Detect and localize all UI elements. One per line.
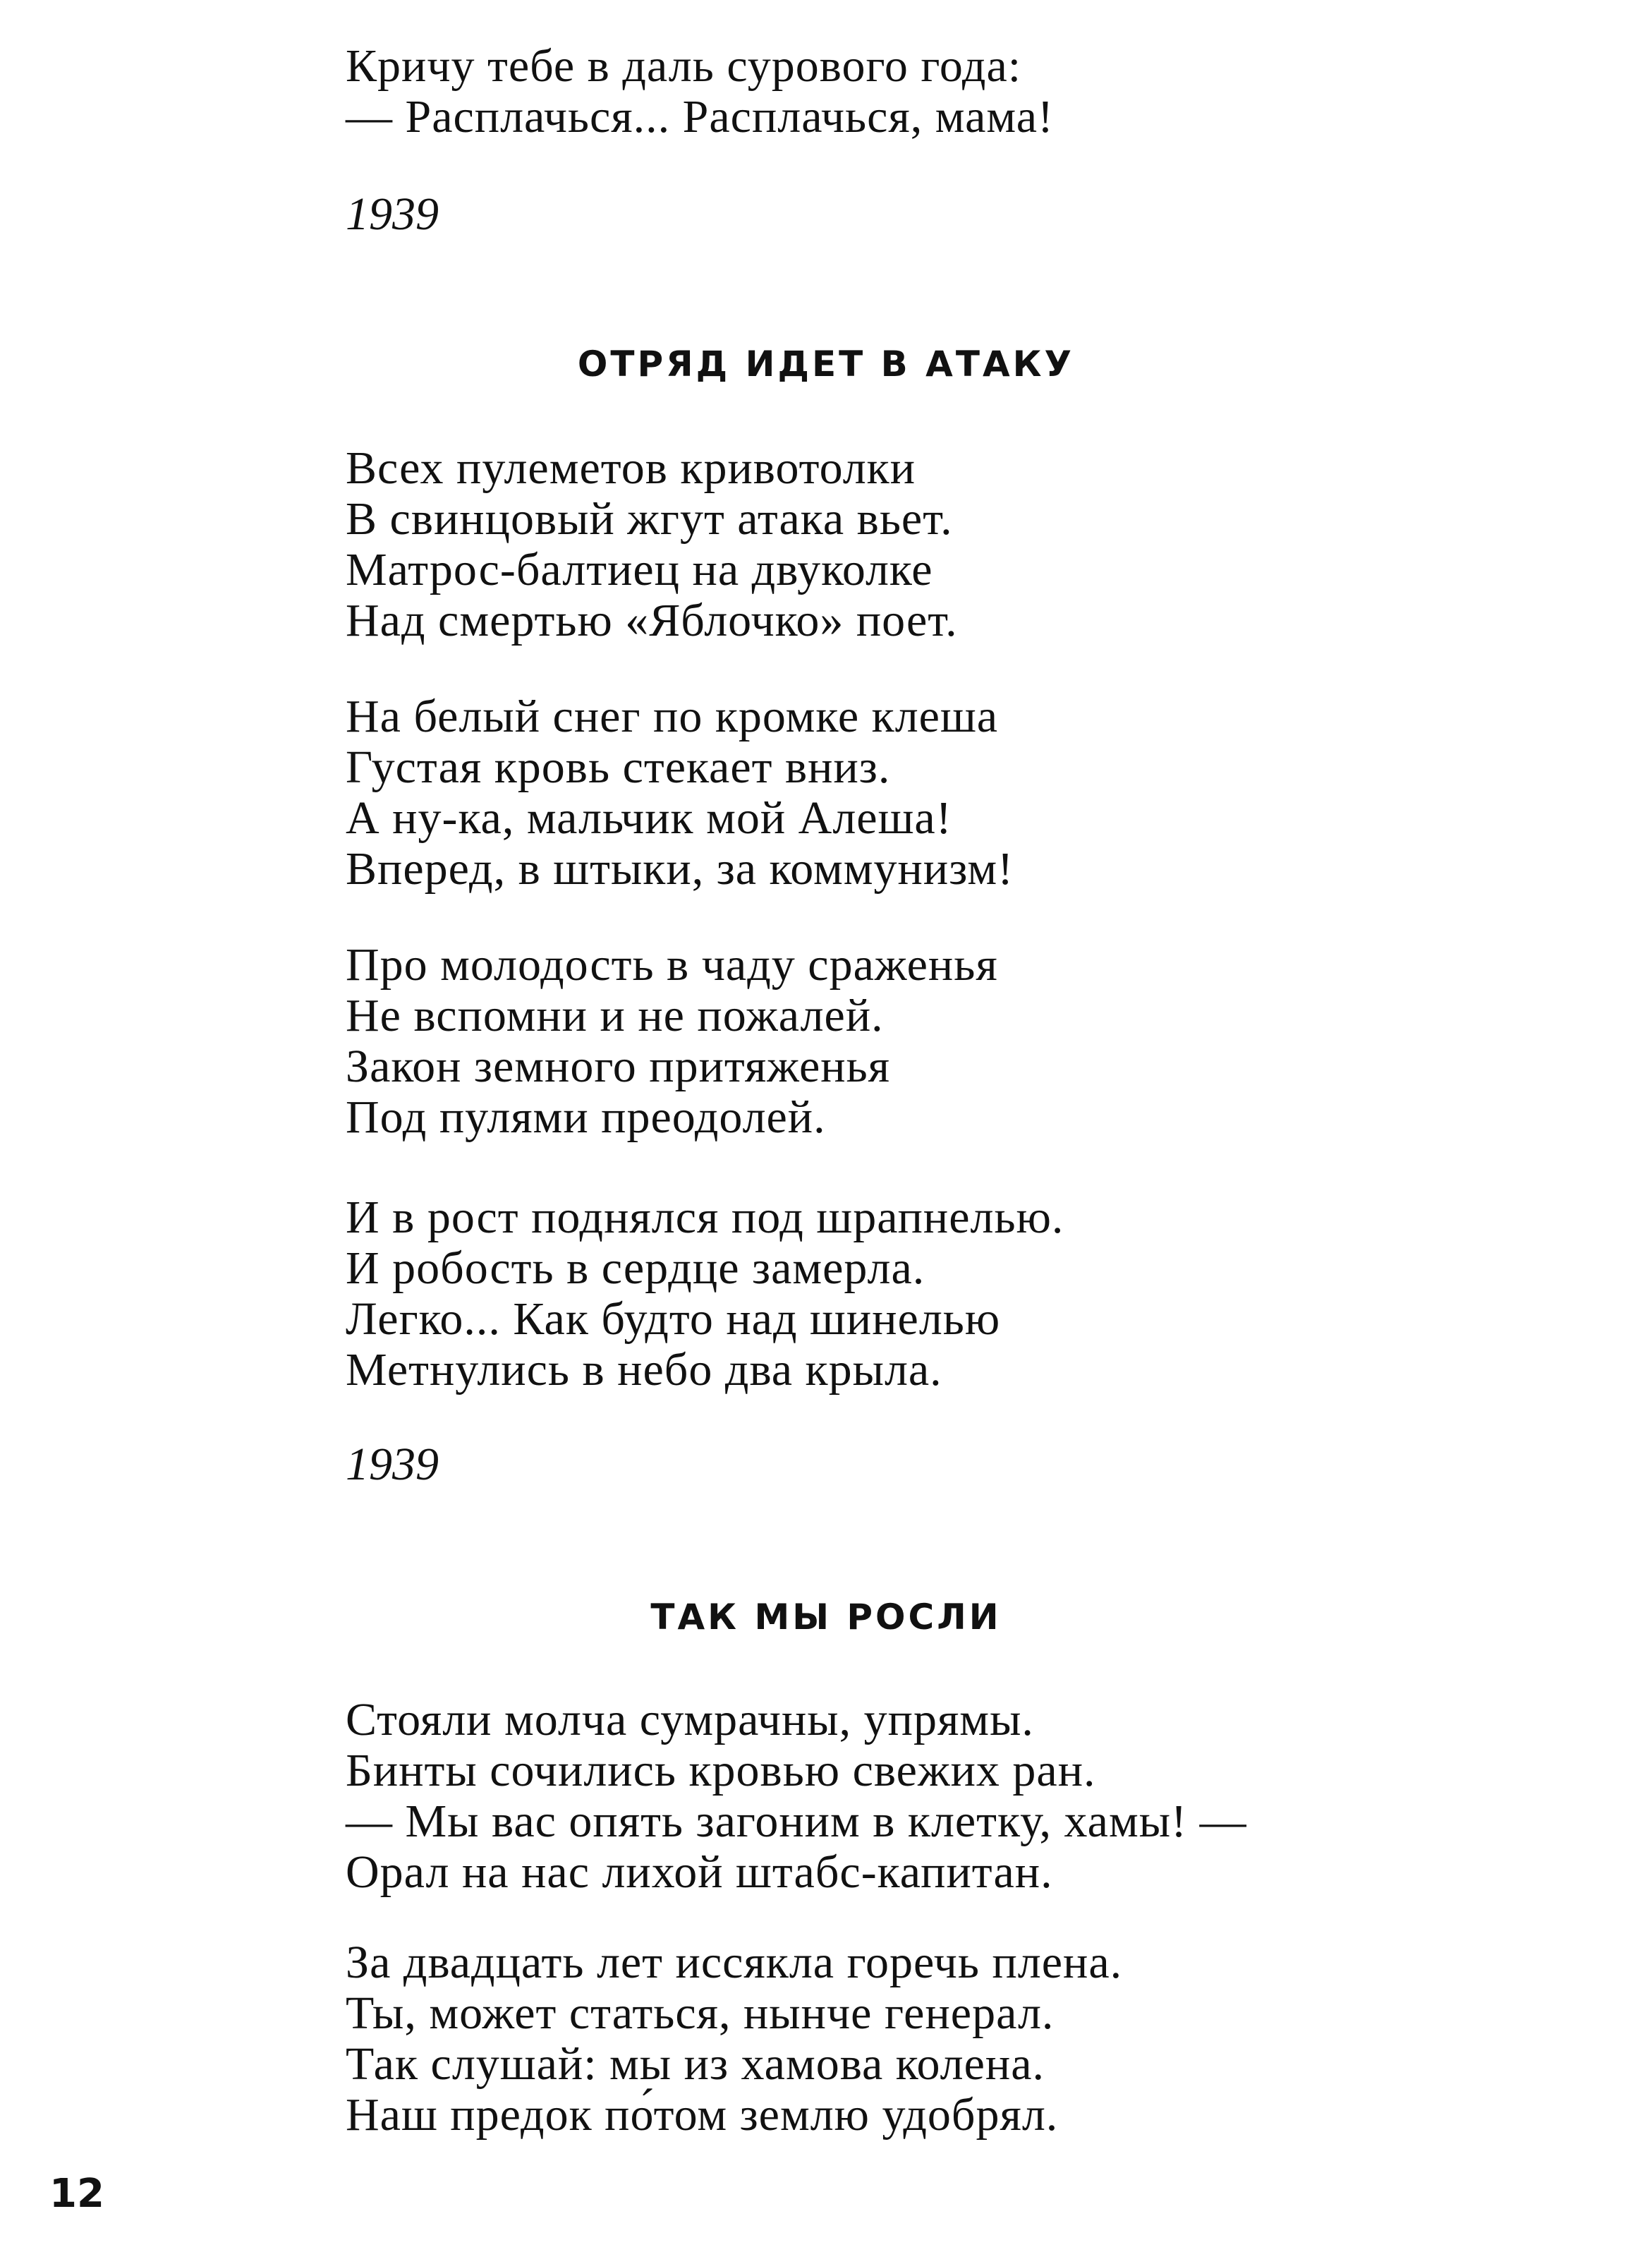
verse-line: Метнулись в небо два крыла. <box>346 1344 942 1396</box>
verse-line: И в рост поднялся под шрапнелью. <box>346 1192 1064 1243</box>
verse-line: Матрос-балтиец на двуколке <box>346 544 933 595</box>
verse-line: Под пулями преодолей. <box>346 1091 826 1143</box>
verse-line: Вперед, в штыки, за коммунизм! <box>346 843 1014 895</box>
verse-line: А ну-ка, мальчик мой Алеша! <box>346 792 952 844</box>
poem-title: ТАК МЫ РОСЛИ <box>650 1597 1002 1638</box>
stanza <box>346 1937 1122 2141</box>
verse-line: За двадцать лет иссякла горечь плена. <box>346 1937 1123 1988</box>
stanza <box>346 443 958 646</box>
verse-line: Так слушай: мы из хамова колена. <box>346 2038 1045 2090</box>
poem-year: 1939 <box>346 1439 439 1490</box>
stanza <box>346 1695 1247 1898</box>
verse-line: Кричу тебе в даль сурового года: <box>346 40 1022 92</box>
stanza <box>346 940 998 1143</box>
verse-line: Всех пулеметов кривотолки <box>346 442 916 494</box>
verse-line: В свинцовый жгут атака вьет. <box>346 493 953 545</box>
stanza <box>346 1192 1064 1396</box>
verse-line: — Мы вас опять загоним в клетку, хамы! — <box>346 1796 1247 1847</box>
verse-line: Не вспомни и не пожалей. <box>346 990 884 1041</box>
poem-year: 1939 <box>346 188 439 240</box>
verse-line: Закон земного притяженья <box>346 1041 891 1092</box>
verse-line: Бинты сочились кровью свежих ран. <box>346 1745 1096 1796</box>
verse-line: На белый снег по кромке клеша <box>346 691 999 742</box>
verse-line: Наш предок по́том землю удобрял. <box>346 2089 1059 2141</box>
verse-line: Над смертью «Яблочко» поет. <box>346 595 958 646</box>
page-number: 12 <box>49 2171 104 2217</box>
verse-line: И робость в сердце замерла. <box>346 1242 925 1294</box>
verse-line: — Расплачься... Расплачься, мама! <box>346 91 1054 143</box>
verse-line: Ты, может статься, нынче генерал. <box>346 1987 1055 2039</box>
verse-line: Про молодость в чаду сраженья <box>346 939 998 991</box>
stanza <box>346 691 1014 895</box>
verse-line: Орал на нас лихой штабс-капитан. <box>346 1846 1053 1898</box>
poem-title: ОТРЯД ИДЕТ В АТАКУ <box>577 344 1075 385</box>
verse-line: Стояли молча сумрачны, упрямы. <box>346 1694 1034 1745</box>
stanza <box>346 41 1054 143</box>
verse-line: Легко... Как будто над шинелью <box>346 1293 1001 1345</box>
verse-line: Густая кровь стекает вниз. <box>346 741 891 793</box>
